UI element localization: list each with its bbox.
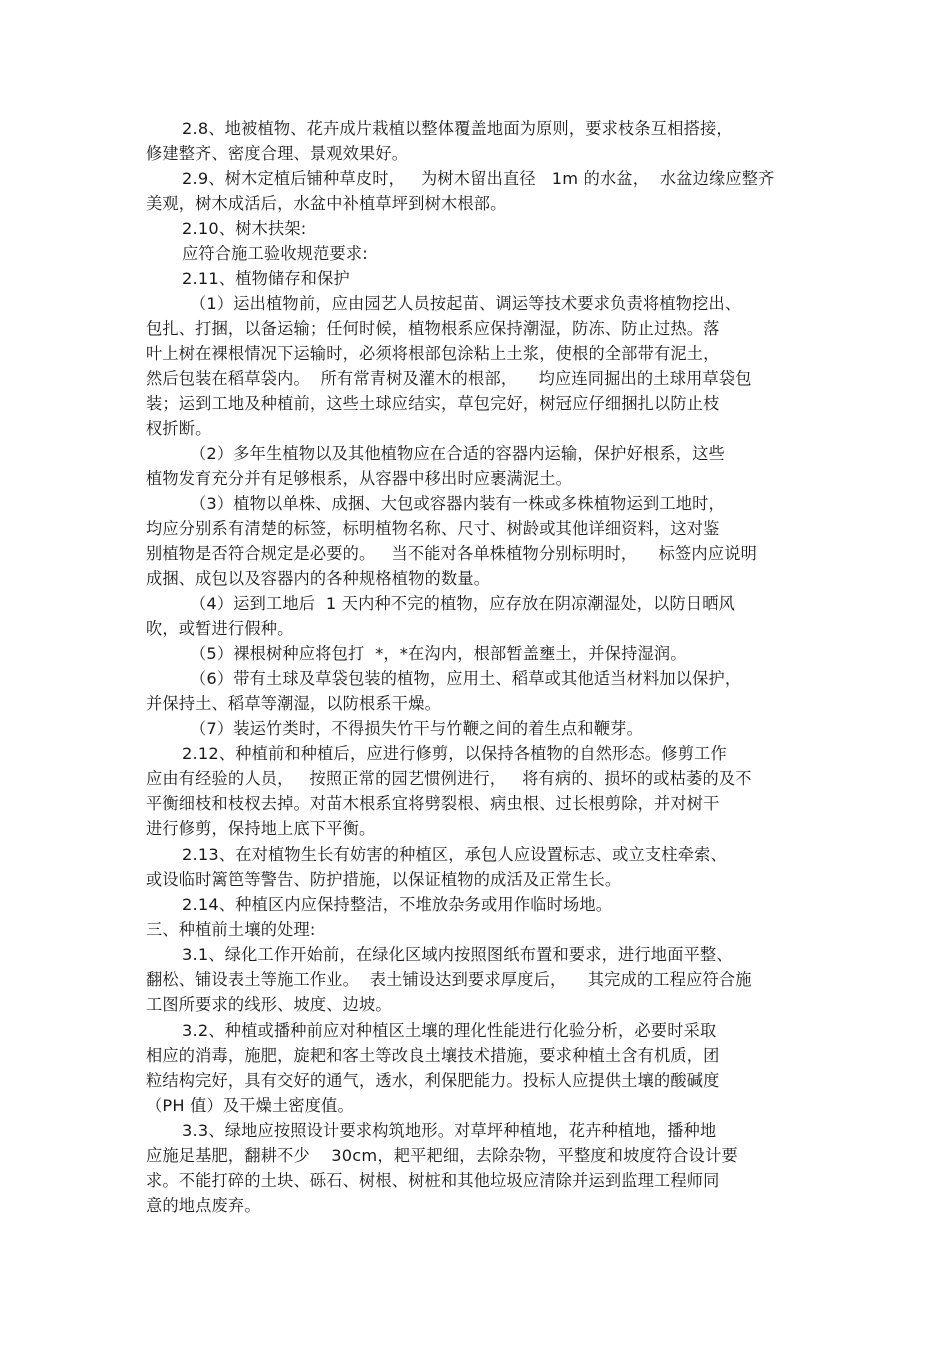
text-line: 别植物是否符合规定是必要的。 当不能对各单株植物分别标明时， 标签内应说明 (146, 544, 757, 563)
text-line: 2.9、树木定植后铺种草皮时， 为树木留出直径 1m 的水盆， 水盆边缘应整齐 (182, 169, 775, 188)
text-line: 平衡细枝和枝杈去掉。对苗木根系宜将劈裂根、病虫根、过长根剪除，并对树干 (146, 794, 720, 813)
text-line: 装；运到工地及种植前，这些土球应结实，草包完好，树冠应仔细捆扎以防止枝 (146, 394, 720, 413)
text-line: 然后包装在稻草袋内。 所有常青树及灌木的根部， 均应连同掘出的土球用草袋包 (146, 369, 752, 388)
text-line: 2.12、种植前和种植后，应进行修剪，以保持各植物的自然形态。修剪工作 (182, 744, 727, 763)
text-line: 美观，树木成活后，水盆中补植草坪到树木根部。 (146, 194, 507, 213)
text-line: （4）运到工地后 1 天内种不完的植物，应存放在阴凉潮湿处，以防日晒风 (190, 594, 736, 613)
text-line: 植物发育充分并有足够根系，从容器中移出时应裹满泥土。 (146, 469, 573, 488)
text-line: 杈折断。 (146, 419, 212, 438)
text-line: 工图所要求的线形、坡度、边坡。 (146, 995, 392, 1014)
text-line: 3.2、种植或播种前应对种植区土壤的理化性能进行化验分析，必要时采取 (182, 1021, 717, 1040)
text-line: （1）运出植物前，应由园艺人员按起苗、调运等技术要求负责将植物挖出、 (190, 294, 742, 313)
text-line: （3）植物以单株、成捆、大包或容器内装有一株或多株植物运到工地时， (190, 494, 725, 513)
text-line: 均应分别系有清楚的标签，标明植物名称、尺寸、树龄或其他详细资料，这对鉴 (146, 519, 720, 538)
text-line: 包扎、打捆，以备运输；任何时候，植物根系应保持潮湿，防冻、防止过热。落 (146, 319, 720, 338)
text-line: 求。不能打碎的土块、砾石、树根、树桩和其他垃圾应清除并运到监理工程师同 (146, 1171, 720, 1190)
text-line: 3.3、绿地应按照设计要求构筑地形。对草坪种植地，花卉种植地，播种地 (182, 1121, 717, 1140)
text-line: （5）裸根树种应将包打 *，*在沟内，根部暂盖壅土，并保持湿润。 (190, 644, 687, 663)
section-heading: 三、种植前土壤的处理: (146, 920, 316, 939)
text-line: 并保持土、稻草等潮湿，以防根系干燥。 (146, 694, 441, 713)
text-line: 应由有经验的人员， 按照正常的园艺惯例进行， 将有病的、损坏的或枯萎的及不 (146, 769, 752, 788)
text-line: 叶上树在裸根情况下运输时，必须将根部包涂粘上土浆，使根的全部带有泥土， (146, 344, 720, 363)
text-line: 或设临时篱笆等警告、防护措施，以保证植物的成活及正常生长。 (146, 870, 622, 889)
text-line: 相应的消毒，施肥，旋耙和客土等改良土壤技术措施，要求种植土含有机质，团 (146, 1046, 720, 1065)
text-line: 粒结构完好，具有交好的通气，透水，利保肥能力。投标人应提供土壤的酸碱度 (146, 1071, 720, 1090)
text-line: 2.10、树木扶架: (182, 219, 307, 238)
text-line: 2.11、植物储存和保护 (182, 269, 350, 288)
text-line: （PH 值）及干燥土密度值。 (146, 1096, 354, 1115)
text-line: （6）带有土球及草袋包装的植物，应用土、稻草或其他适当材料加以保护， (190, 669, 742, 688)
text-line: 2.13、在对植物生长有妨害的种植区，承包人应设置标志、或立支柱牵索、 (182, 845, 727, 864)
text-line: （2）多年生植物以及其他植物应在合适的容器内运输，保护好根系，这些 (190, 444, 725, 463)
text-line: 吹，或暂进行假种。 (146, 619, 294, 638)
text-line: 3.1、绿化工作开始前，在绿化区域内按照图纸布置和要求，进行地面平整、 (182, 945, 733, 964)
text-line: 2.8、地被植物、花卉成片栽植以整体覆盖地面为原则，要求枝条互相搭接， (182, 119, 733, 138)
text-line: 成捆、成包以及容器内的各种规格植物的数量。 (146, 569, 491, 588)
text-line: 意的地点废弃。 (146, 1196, 261, 1215)
text-line: 应施足基肥，翻耕不少 30cm，耙平耙细，去除杂物，平整度和坡度符合设计要 (146, 1146, 738, 1165)
text-line: 翻松、铺设表土等施工作业。 表土铺设达到要求厚度后， 其完成的工程应符合施 (146, 970, 752, 989)
text-line: 2.14、种植区内应保持整洁，不堆放杂务或用作临时场地。 (182, 895, 613, 914)
text-line: 进行修剪，保持地上底下平衡。 (146, 819, 376, 838)
text-line: （7）装运竹类时，不得损失竹干与竹鞭之间的着生点和鞭芽。 (190, 719, 643, 738)
text-line: 应符合施工验收规范要求: (182, 244, 368, 263)
text-line: 修建整齐、密度合理、景观效果好。 (146, 144, 409, 163)
